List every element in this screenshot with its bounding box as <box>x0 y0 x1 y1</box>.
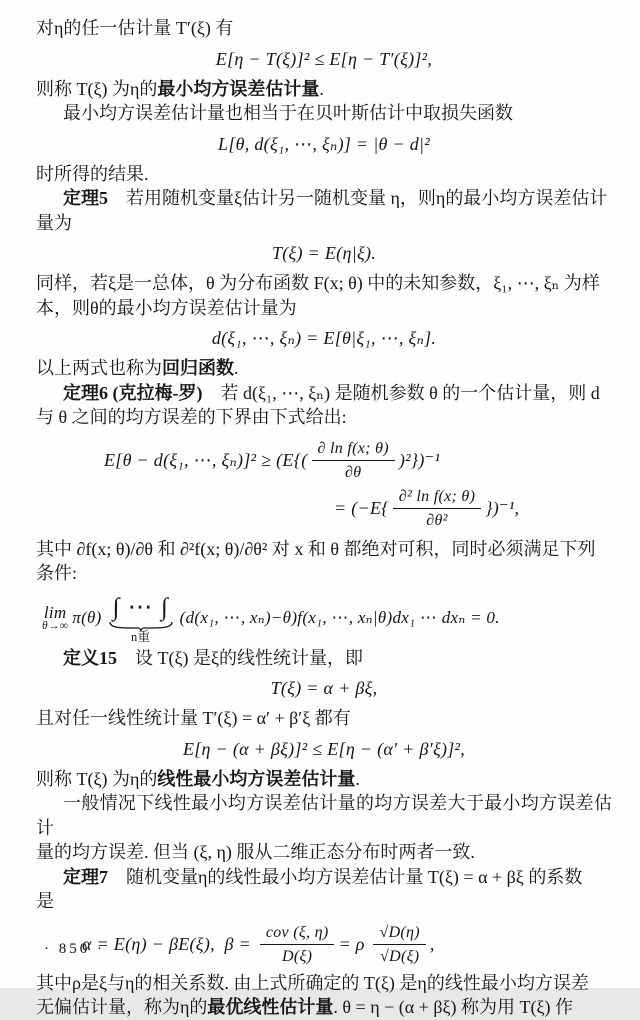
formula-run: E[θ − d(ξ₁, ⋯, ξₙ)]² ≥ <box>104 449 277 470</box>
term-regression-function: 回归函数 <box>162 358 234 378</box>
term-linear-mse-estimator: 线性最小均方误差估计量 <box>157 768 356 789</box>
formula-conditional-expectation: T(ξ) = E(η|ξ). <box>271 243 377 263</box>
text-line: 同样，若ξ是一总体，θ 为分布函数 F(x; θ) 中的未知参数，ξ₁, ⋯, ξₙ 为样 <box>36 273 600 293</box>
theorem-7-label: 定理7 <box>63 866 108 887</box>
text-run: . <box>234 358 239 378</box>
underbrace-label: n重 <box>130 629 151 644</box>
limit-stack <box>42 604 68 632</box>
text-run: . θ = η − (α + βξ) 称为用 T(ξ) 作 <box>333 997 574 1017</box>
cramer-rao-line-1 <box>104 439 612 482</box>
fraction <box>260 923 335 966</box>
text-line <box>36 77 612 102</box>
text-run: 随机变量η的线性最小均方误差估计量 T(ξ) = α + βξ 的系数 <box>108 866 583 887</box>
fraction-denominator: ∂θ² <box>426 511 448 529</box>
definition-15-label: 定义15 <box>63 647 117 668</box>
text-line <box>36 995 612 1020</box>
fraction-numerator: √D(η) <box>373 923 425 945</box>
formula-run: (d(x₁, ⋯, xₙ)−θ)f(x₁, ⋯, xₙ|θ)dx₁ ⋯ dxₙ = 0. <box>179 608 500 627</box>
text-line: 条件: <box>36 563 78 583</box>
text-run: 则称 T(ξ) 为η的 <box>36 768 158 789</box>
fraction-numerator: cov (ξ, η) <box>260 923 335 945</box>
formula-run: })⁻¹, <box>485 497 520 518</box>
text-run: 无偏估计量，称为η的 <box>36 997 208 1017</box>
formula-run: π(θ) <box>72 608 102 627</box>
formula-linear-statistic: T(ξ) = α + βξ, <box>270 678 378 698</box>
formula-d-estimator: d(ξ₁, ⋯, ξₙ) = E[θ|ξ₁, ⋯, ξₙ]. <box>211 328 437 348</box>
theorem-6-line <box>36 381 612 406</box>
fraction-denominator: ∂θ <box>345 463 362 481</box>
formula-run: α = E(η) − βE(ξ), β = <box>82 933 256 954</box>
formula-coefficients <box>82 923 612 966</box>
formula-run: = ρ <box>338 933 370 954</box>
text-run: 设 T(ξ) 是ξ的线性统计量，即 <box>117 647 364 668</box>
lim-subscript: θ→∞ <box>42 620 69 632</box>
term-optimal-linear-estimator: 最优线性估计量 <box>207 997 334 1017</box>
text-run: . <box>355 768 360 789</box>
fraction <box>393 487 481 530</box>
page-number: · 850 · <box>44 941 105 957</box>
text-line <box>36 356 612 381</box>
text-line: 量为 <box>36 212 72 233</box>
text-line: 对η的任一估计量 T′(ξ) 有 <box>36 18 234 38</box>
theorem-5-label: 定理5 <box>63 188 108 208</box>
text-line: 量的均方误差. 但当 (ξ, η) 服从二维正态分布时两者一致. <box>36 842 475 862</box>
underbrace <box>108 621 174 631</box>
theorem-5-line <box>36 186 612 211</box>
fraction-numerator: ∂² ln f(x; θ) <box>393 487 481 509</box>
integral-stack <box>108 593 174 644</box>
theorem-6-label: 定理6 (克拉梅-罗) <box>63 382 203 403</box>
fraction-denominator: √D(ξ) <box>380 947 420 965</box>
formula-cramer-rao <box>36 439 612 530</box>
integral-signs: ∫ ⋯ ∫ <box>112 593 169 621</box>
text-run: . <box>319 78 324 99</box>
text-line: 时所得的结果. <box>36 163 149 184</box>
formula-limit-condition <box>42 593 612 644</box>
formula-linear-mse-inequality: E[η − (α + βξ)]² ≤ E[η − (α′ + β′ξ)]², <box>182 738 466 759</box>
text-line: 是 <box>36 891 54 911</box>
fraction <box>312 439 395 482</box>
fraction-denominator: D(ξ) <box>282 947 313 965</box>
formula-run: )²})⁻¹ <box>398 449 441 470</box>
text-run: 则称 T(ξ) 为η的 <box>36 78 158 99</box>
text-run: 若用随机变量ξ估计另一随机变量 η，则η的最小均方误差估计 <box>108 188 608 208</box>
definition-15-line <box>36 646 612 671</box>
text-run: 若 d(ξ₁, ⋯, ξₙ) 是随机参数 θ 的一个估计量，则 d <box>202 382 600 403</box>
formula-run: (E{( <box>276 449 308 470</box>
lim-operator: lim <box>43 603 67 622</box>
cramer-rao-line-2 <box>334 487 612 530</box>
formula-run: , <box>429 933 435 954</box>
text-line: 其中ρ是ξ与η的相关系数. 由上式所确定的 T(ξ) 是η的线性最小均方误差 <box>36 972 589 993</box>
text-line: 与 θ 之间的均方误差的下界由下式给出: <box>36 407 347 427</box>
formula-loss-function: L[θ, d(ξ₁, ⋯, ξₙ)] = |θ − d|² <box>218 133 430 154</box>
formula-run: = (−E{ <box>334 497 389 518</box>
text-line <box>36 767 612 792</box>
text-line: 一般情况下线性最小均方误差估计量的均方误差大于最小均方误差估计 <box>36 793 612 838</box>
fraction <box>373 923 425 966</box>
text-line: 最小均方误差估计量也相当于在贝叶斯估计中取损失函数 <box>63 103 513 123</box>
formula-mse-inequality: E[η − T(ξ)]² ≤ E[η − T′(ξ)]², <box>215 48 433 69</box>
term-mse-estimator: 最小均方误差估计量 <box>157 78 320 99</box>
text-run: 以上两式也称为 <box>36 358 162 378</box>
fraction-numerator: ∂ ln f(x; θ) <box>312 439 395 461</box>
theorem-7-line <box>36 865 612 890</box>
text-line: 其中 ∂f(x; θ)/∂θ 和 ∂²f(x; θ)/∂θ² 对 x 和 θ 都绝对可积，同时必须满足下列 <box>36 538 596 559</box>
text-line: 且对任一线性统计量 T′(ξ) = α′ + β′ξ 都有 <box>36 708 351 728</box>
text-line: 本，则θ的最小均方误差估计量为 <box>36 297 297 318</box>
